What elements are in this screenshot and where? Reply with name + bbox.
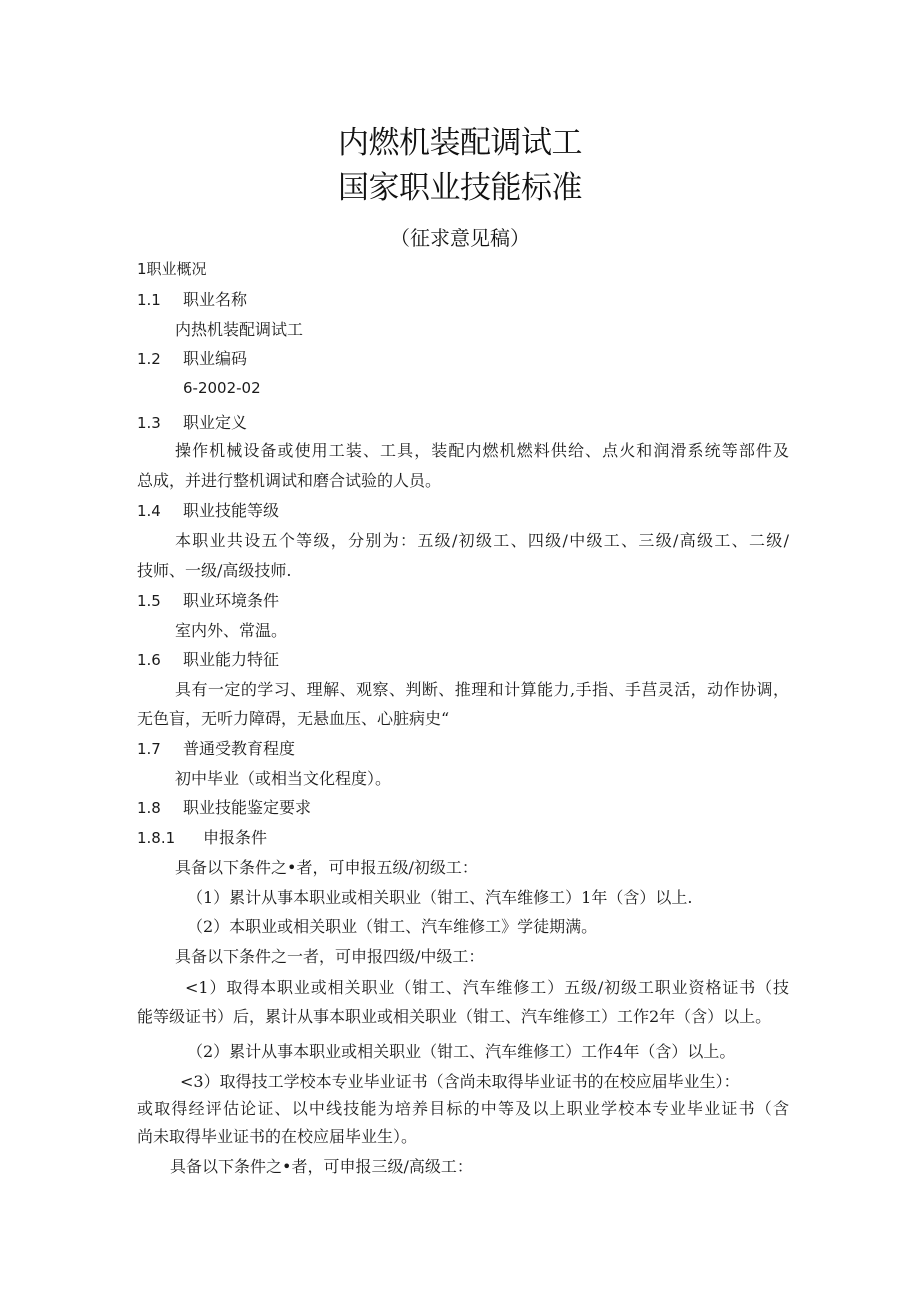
document-subtitle: （征求意见稿） — [390, 226, 530, 250]
paragraph-level4-item2: （2）累计从事本职业或相关职业（钳工、汽车维修工）工作4年（含）以上。 — [187, 1042, 736, 1061]
paragraph-level4-item3-line1: <3）取得技工学校本专业毕业证书（含尚未取得毕业证书的在校应届毕业生）： — [180, 1072, 740, 1091]
paragraph-level3-intro: 具备以下条件之•者，可申报三级/高级工： — [170, 1157, 473, 1176]
paragraph-level4-item3-line3: 尚未取得毕业证书的在校应届毕业生）。 — [137, 1127, 418, 1146]
section-heading-1-2 — [137, 346, 247, 369]
section-number: 1.4 — [137, 502, 161, 520]
paragraph-level4-item1-line2: 能等级证书）后，累计从事本职业或相关职业（钳工、汽车维修工）工作2年（含）以上。 — [137, 1007, 772, 1026]
section-number: 1.3 — [137, 414, 161, 432]
section-number: 1.8.1 — [137, 829, 176, 847]
section-label: 职业定义 — [183, 413, 248, 432]
section-label: 职业编码 — [183, 349, 248, 368]
section-label: 职业能力特征 — [183, 650, 280, 669]
section-heading-1-7 — [137, 736, 295, 759]
section-heading-1-8 — [137, 795, 311, 818]
section-number: 1.6 — [137, 651, 161, 669]
section-label: 职业技能鉴定要求 — [183, 798, 312, 817]
section-heading-1: 1职业概况 — [137, 260, 207, 278]
section-label: 申报条件 — [203, 828, 268, 847]
section-label: 职业技能等级 — [183, 501, 280, 520]
section-label: 职业环境条件 — [183, 591, 280, 610]
paragraph-levels-line2: 技师、一级/高级技师. — [137, 561, 292, 580]
paragraph-levels-line1: 本职业共设五个等级，分别为：五级/初级工、四级/中级工、三级/高级工、二级/ — [175, 531, 789, 550]
paragraph-level4-item3-line2: 或取得经评估论证、以中线技能为培养目标的中等及以上职业学校本专业毕业证书（含 — [137, 1099, 789, 1118]
section-heading-1-1 — [137, 287, 247, 310]
section-number: 1.5 — [137, 592, 161, 610]
section-number: 1.7 — [137, 740, 161, 758]
paragraph-environment: 室内外、常温。 — [175, 621, 288, 640]
paragraph-occupation-name: 内热机装配调试工 — [175, 320, 304, 339]
section-heading-1-3 — [137, 410, 247, 433]
paragraph-abilities-line2: 无色盲，无听力障碍，无悬血压、心脏病史“ — [137, 709, 450, 728]
section-heading-1-5 — [137, 588, 279, 611]
paragraph-abilities-line1: 具有一定的学习、理解、观察、判断、推理和计算能力,手指、手莒灵活，动作协调， — [175, 680, 789, 699]
section-label: 普通受教育程度 — [183, 739, 296, 758]
document-title-line1: 内燃机装配调试工 — [338, 125, 582, 161]
paragraph-level5-item2: （2）本职业或相关职业（钳工、汽车维修工》学徒期满。 — [187, 917, 598, 936]
section-number: 1.1 — [137, 291, 161, 309]
section-heading-1-6 — [137, 647, 279, 670]
paragraph-level5-item1: （1）累计从事本职业或相关职业（钳工、汽车维修工）1年（含）以上. — [187, 888, 693, 907]
paragraph-definition-line2: 总成，并进行整机调试和磨合试验的人员。 — [137, 471, 442, 490]
section-heading-1-8-1 — [137, 825, 267, 848]
section-number: 1.8 — [137, 799, 161, 817]
paragraph-occupation-code: 6-2002-02 — [183, 379, 261, 397]
section-heading-1-4 — [137, 498, 279, 521]
section-label: 职业名称 — [183, 290, 248, 309]
paragraph-level5-intro: 具备以下条件之•者，可申报五级/初级工： — [175, 858, 478, 877]
paragraph-definition-line1: 操作机械设备或使用工装、工具，装配内燃机燃料供给、点火和润滑系统等部件及 — [175, 441, 789, 460]
document-title-line2: 国家职业技能标准 — [338, 170, 582, 206]
paragraph-education: 初中毕业（或相当文化程度）。 — [175, 769, 392, 788]
paragraph-level4-intro: 具备以下条件之一者，可申报四级/中级工： — [175, 947, 485, 966]
paragraph-level4-item1-line1: <1）取得本职业或相关职业（钳工、汽车维修工）五级/初级工职业资格证书（技 — [185, 978, 789, 997]
section-number: 1.2 — [137, 350, 161, 368]
